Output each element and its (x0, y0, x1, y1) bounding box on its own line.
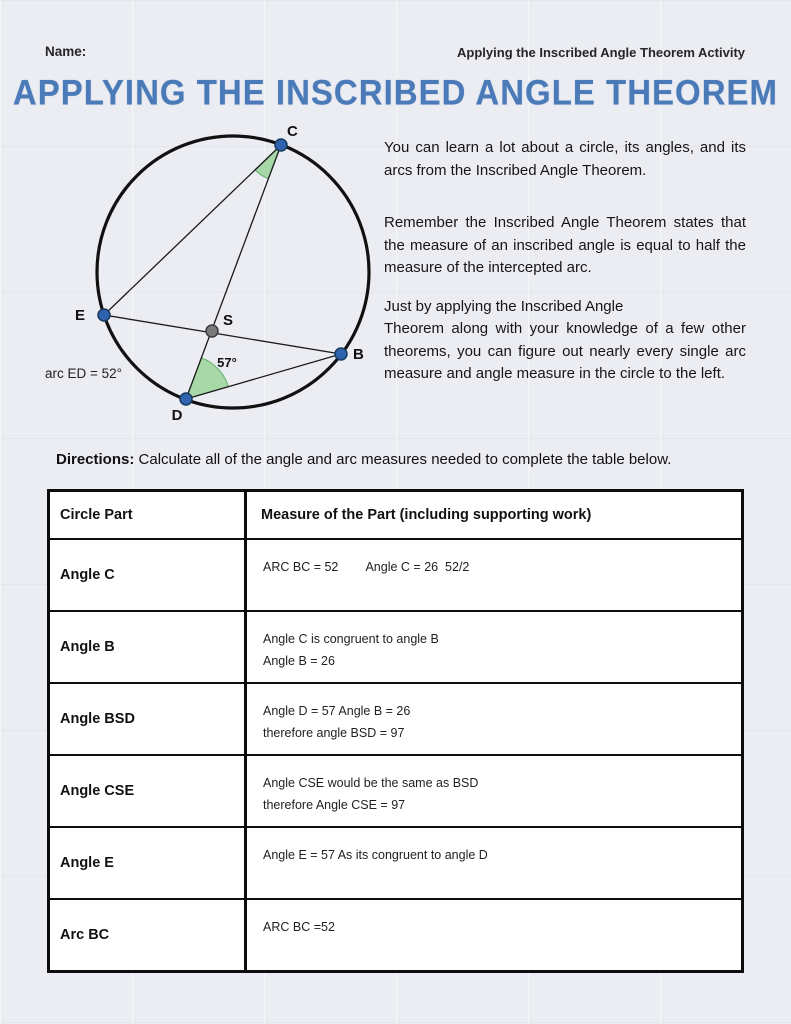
measure-cell (247, 612, 741, 682)
page-title: APPLYING THE INSCRIBED ANGLE THEOREM (12, 72, 779, 113)
circle-part-cell: Angle C (50, 540, 247, 610)
directions-text: Calculate all of the angle and arc measures needed to complete the table below. (134, 451, 672, 468)
label-b: B (353, 346, 364, 363)
table-row (50, 826, 741, 898)
circle-part-cell: Angle CSE (50, 756, 247, 826)
arc-ed-label: arc ED = 52° (45, 366, 123, 381)
label-e: E (74, 307, 86, 324)
circle-part-cell: Angle BSD (50, 684, 247, 754)
answer-table (47, 489, 744, 973)
answer-line: Angle E = 57 As its congruent to angle D (263, 848, 488, 862)
header-activity-label: Applying the Inscribed Angle Theorem Activity (457, 45, 745, 60)
angle-d-measure-label: 57° (217, 355, 237, 370)
intro-paragraph-2: Remember the Inscribed Angle Theorem states that the measure of an inscribed angle is equal to half the measure of the intercepted arc. (384, 214, 746, 276)
intro-text (384, 137, 746, 386)
measure-cell (247, 900, 741, 970)
intro-paragraph-3-line1: Just by applying the Inscribed Angle (384, 297, 624, 315)
answer-line: Angle CSE would be the same as BSD (263, 776, 479, 790)
measure-cell (247, 828, 741, 898)
measure-cell (247, 684, 741, 754)
table-row (50, 538, 741, 610)
answer-line: therefore angle BSD = 97 (263, 726, 405, 740)
measure-cell (247, 540, 741, 610)
measure-cell (247, 756, 741, 826)
circle-part-cell: Angle E (50, 828, 247, 898)
label-c: C (287, 123, 298, 140)
answer-line: Angle C is congruent to angle B (263, 632, 439, 646)
answer-line: ARC BC =52 (263, 920, 335, 934)
inscribed-angle-diagram (40, 116, 402, 434)
intro-paragraph-3-rest: Theorem along with your knowledge of a few other theorems, you can figure out nearly every single arc measure and angle measure in the circle to the left. (384, 320, 746, 382)
chord-ce (104, 145, 281, 315)
answer-line: Angle B = 26 (263, 654, 335, 668)
header-measure: Measure of the Part (including supporting work) (261, 507, 592, 523)
table-header-row (50, 492, 741, 538)
table-row (50, 754, 741, 826)
label-s: S (222, 312, 234, 329)
circle-part-cell: Angle B (50, 612, 247, 682)
point-d (180, 393, 192, 405)
point-c (275, 139, 287, 151)
directions-line (56, 451, 756, 468)
point-e (98, 309, 110, 321)
point-s (206, 325, 218, 337)
table-row (50, 682, 741, 754)
directions-label: Directions: (56, 451, 135, 468)
answer-line: Angle D = 57 Angle B = 26 (263, 704, 411, 718)
intro-paragraph-3 (384, 296, 746, 386)
point-b (335, 348, 347, 360)
answer-line: ARC BC = 52 Angle C = 26 52/2 (263, 560, 470, 574)
table-row (50, 898, 741, 970)
name-label: Name: (45, 44, 87, 59)
circle-part-cell: Arc BC (50, 900, 247, 970)
answer-line: therefore Angle CSE = 97 (263, 798, 406, 812)
label-d: D (171, 407, 183, 424)
intro-paragraph-1: You can learn a lot about a circle, its angles, and its arcs from the Inscribed Angle Theorem. (384, 139, 746, 179)
table-row (50, 610, 741, 682)
header-circle-part: Circle Part (50, 492, 247, 538)
